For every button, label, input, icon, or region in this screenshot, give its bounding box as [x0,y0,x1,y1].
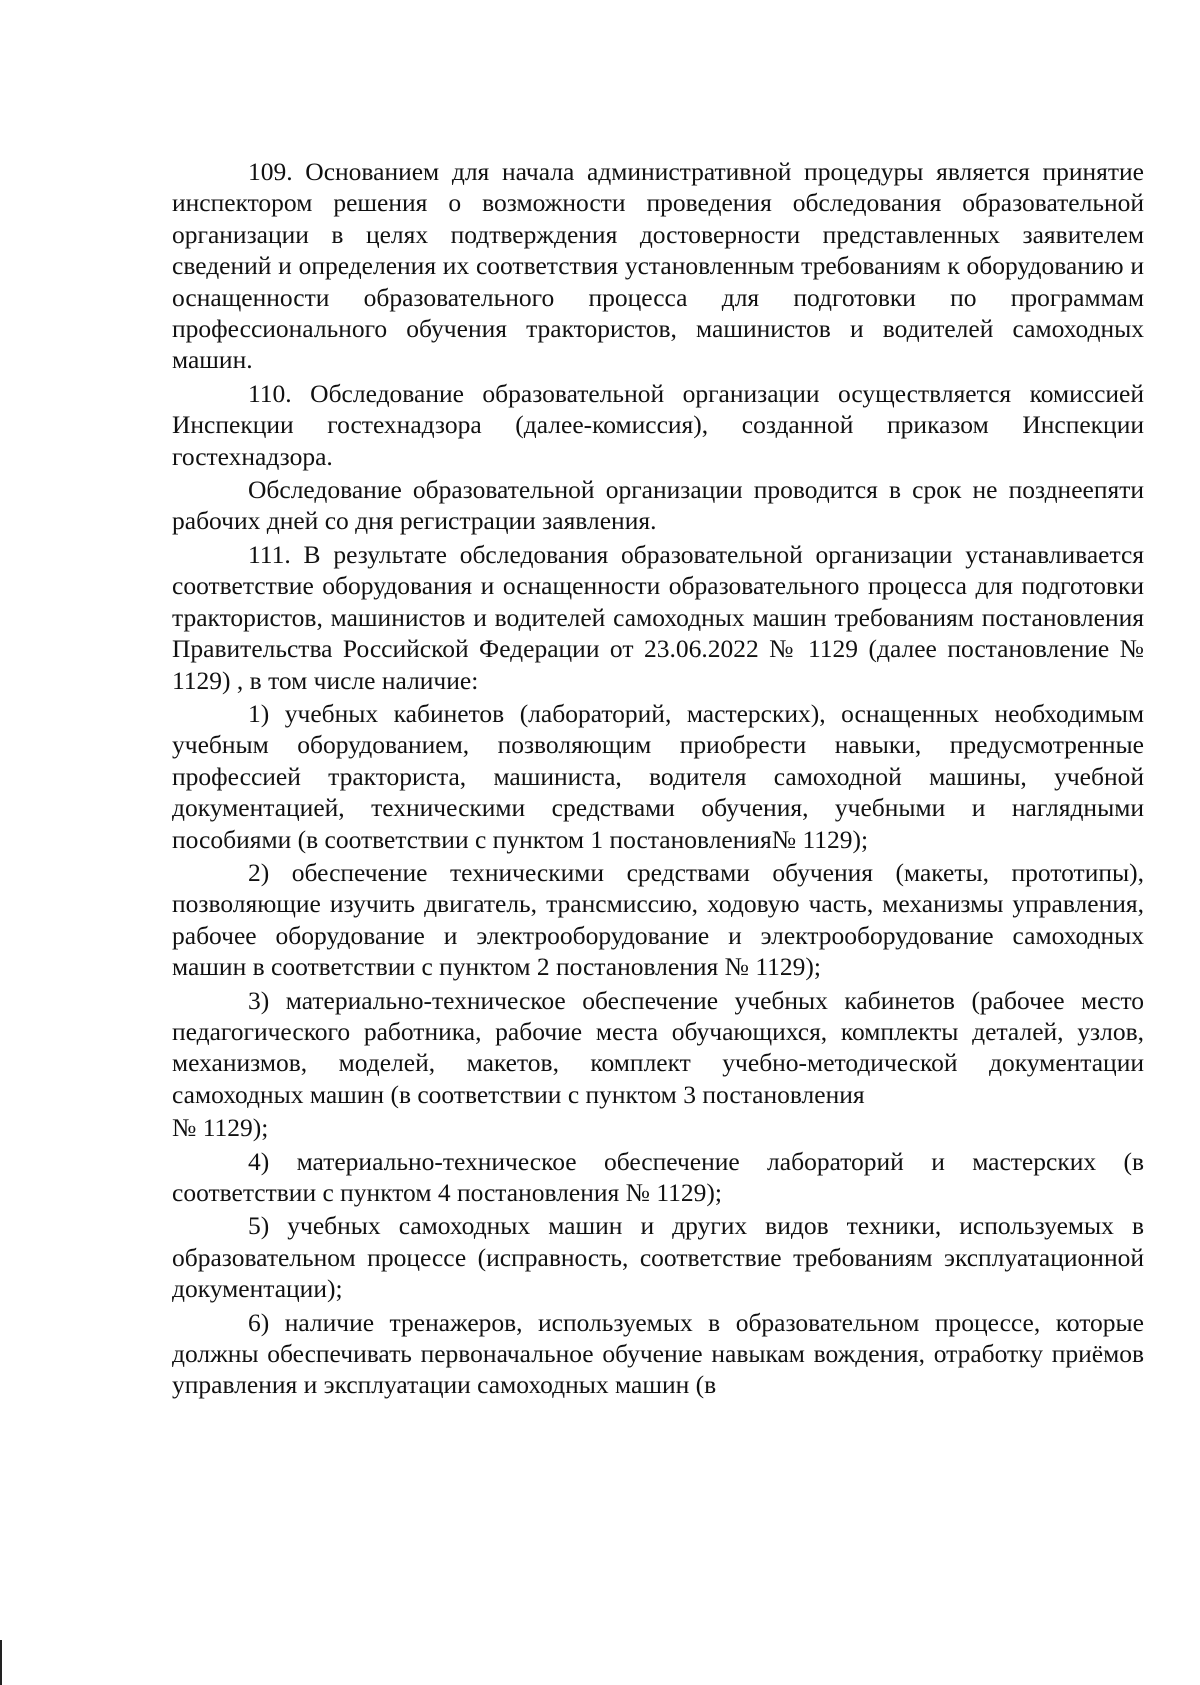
list-item-3-continuation: № 1129); [172,1113,269,1143]
list-item-5: 5) учебных самоходных машин и других видов техники, используемых в образовательном процессе (исправность, соответствие требованиям эксплуатационной документации); [172,1211,1151,1304]
list-item-6: 6) наличие тренажеров, используемых в образовательном процессе, которые должны обеспечивать первоначальное обучение навыкам вождения, отработку приёмов управления и эксплуатации самоходных машин (в [172,1307,1151,1400]
scan-edge-mark [0,1640,2,1685]
paragraph-109: 109. Основанием для начала административной процедуры является принятие инспектором решения о возможности проведения обследования образовательной организации в целях подтверждения достоверности представленных заявителем сведений и определения их соответствия установленным требованиям к оборудованию и оснащенности образовательного процесса для подготовки по программам профессионального обучения трактористов, машинистов и водителей самоходных машин. [172,157,1151,375]
list-item-2: 2) обеспечение техническими средствами обучения (макеты, прототипы), позволяющие изучить двигатель, трансмиссию, ходовую часть, механизмы управления, рабочее оборудование и электрооборудование и электрооборудование самоходных машин в соответствии с пунктом 2 постановления № 1129); [172,857,1151,982]
paragraph-111: 111. В результате обследования образовательной организации устанавливается соответствие оборудования и оснащенности образовательного процесса для подготовки трактористов, машинистов и водителей самоходных машин требованиям постановления Правительства Российской Федерации от 23.06.2022 № 1129 (далее постановление № 1129) , в том числе наличие: [172,539,1151,695]
paragraph-110: 110. Обследование образовательной организации осуществляется комиссией Инспекции гостехнадзора (далее-комиссия), созданной приказом Инспекции гостехнадзора. [172,378,1151,471]
list-item-1: 1) учебных кабинетов (лабораторий, мастерских), оснащенных необходимым учебным оборудованием, позволяющим приобрести навыки, предусмотренные профессией тракториста, машиниста, водителя самоходной машины, учебной документацией, техническими средствами обучения, учебными и наглядными пособиями (в соответствии с пунктом 1 постановления№ 1129); [172,698,1151,854]
list-item-4: 4) материально-техническое обеспечение лабораторий и мастерских (в соответствии с пунктом 4 постановления № 1129); [172,1146,1151,1207]
paragraph-survey-term: Обследование образовательной организации проводится в срок не позднеепяти рабочих дней со дня регистрации заявления. [172,475,1151,536]
document-body [172,156,1151,1403]
list-item-3: 3) материально-техническое обеспечение учебных кабинетов (рабочее место педагогического работника, рабочие места обучающихся, комплекты деталей, узлов, механизмов, моделей, макетов, комплект учебно-методической документации самоходных машин (в соответствии с пунктом 3 постановления [172,985,1151,1109]
